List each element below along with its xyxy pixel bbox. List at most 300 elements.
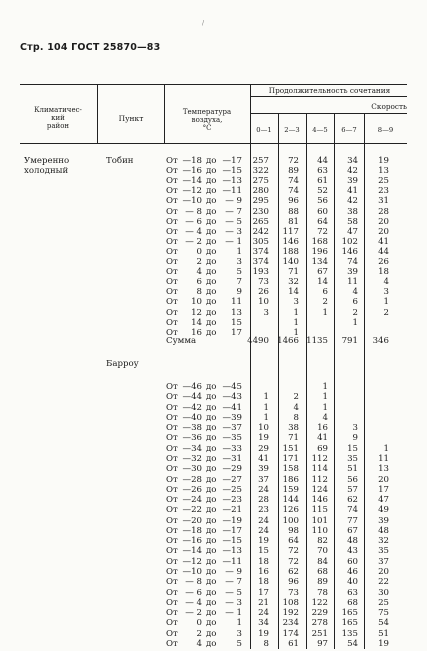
temperature-from: — 2: [185, 608, 202, 619]
header-speed: Скорость: [371, 102, 407, 111]
table-cell: 81: [288, 216, 299, 227]
temperature-to: —11: [222, 186, 242, 197]
table-cell: 4: [293, 402, 299, 413]
table-cell: 57: [347, 484, 358, 495]
page-header: Стр. 104 ГОСТ 25870—83: [20, 42, 161, 53]
temperature-from-word: От: [166, 307, 178, 318]
table-cell: 38: [288, 423, 299, 434]
temperature-to: 9: [236, 287, 242, 298]
table-cell: 115: [311, 505, 328, 516]
table-cell: 63: [317, 166, 328, 177]
table-cell: 4: [352, 287, 358, 298]
temperature-from-word: От: [166, 618, 178, 629]
temperature-to-word: до: [206, 297, 217, 308]
table-cell: 23: [258, 505, 269, 516]
table-cell: 101: [311, 515, 328, 526]
temperature-to: — 7: [225, 206, 242, 217]
table-cell: 10: [258, 423, 269, 434]
table-cell: 96: [288, 196, 299, 207]
table-cell: 49: [378, 505, 389, 516]
temperature-to: — 1: [225, 236, 242, 247]
temperature-to-word: до: [206, 392, 217, 403]
temperature-from-word: От: [166, 297, 178, 308]
table-cell: 1: [263, 392, 269, 403]
table-cell: 188: [282, 246, 299, 257]
table-cell: 229: [311, 608, 328, 619]
temperature-to-word: до: [206, 423, 217, 434]
table-cell: 14: [288, 287, 299, 298]
temperature-from-word: От: [166, 412, 178, 423]
table-cell: 61: [288, 639, 299, 649]
table-cell: 230: [252, 206, 269, 217]
sum-cell: 1466: [277, 336, 299, 346]
table-cell: 305: [252, 236, 269, 247]
temperature-to: —21: [222, 505, 242, 516]
temperature-from: —26: [182, 484, 202, 495]
temperature-from-word: От: [166, 246, 178, 257]
table-cell: 39: [258, 464, 269, 475]
temperature-to-word: до: [206, 307, 217, 318]
temperature-to: —27: [222, 474, 242, 485]
table-cell: 6: [352, 297, 358, 308]
table-cell: 64: [317, 216, 328, 227]
table-cell: 35: [347, 453, 358, 464]
temperature-to: —33: [222, 443, 242, 454]
temperature-to: — 7: [225, 577, 242, 588]
sum-cell: 791: [341, 336, 358, 346]
table-cell: 257: [252, 156, 269, 166]
table-cell: 14: [317, 277, 328, 288]
table-cell: 72: [288, 156, 299, 166]
duration-rule: [250, 96, 407, 97]
table-cell: 37: [378, 556, 389, 567]
temperature-from-word: От: [166, 186, 178, 197]
temperature-from-word: От: [166, 277, 178, 288]
table-cell: 74: [288, 176, 299, 187]
table-cell: 37: [258, 474, 269, 485]
table-cell: 34: [258, 618, 269, 629]
temperature-from-word: От: [166, 402, 178, 413]
table-cell: 193: [252, 267, 269, 278]
table-cell: 89: [317, 577, 328, 588]
temperature-to-word: до: [206, 515, 217, 526]
table-cell: 144: [282, 495, 299, 506]
temperature-to-word: до: [206, 577, 217, 588]
temperature-from-word: От: [166, 257, 178, 267]
table-cell: 30: [378, 587, 389, 598]
temperature-to-word: до: [206, 156, 217, 166]
table-cell: 9: [352, 433, 358, 444]
table-cell: 1: [322, 402, 328, 413]
header-climate-region: Климатичес- кий район: [34, 106, 82, 131]
table-cell: 72: [288, 556, 299, 567]
station-name: Тобин: [106, 156, 134, 166]
table-cell: 19: [258, 433, 269, 444]
table-cell: 1: [293, 327, 299, 338]
table-cell: 3: [293, 297, 299, 308]
table-cell: 165: [341, 618, 358, 629]
table-cell: 72: [317, 226, 328, 237]
table-cell: 4: [383, 277, 389, 288]
sum-cell: 4490: [247, 336, 269, 346]
temperature-to: 3: [236, 628, 242, 639]
table-cell: 17: [378, 484, 389, 495]
temperature-from-word: От: [166, 236, 178, 247]
table-cell: 8: [293, 412, 299, 423]
table-cell: 43: [347, 546, 358, 557]
table-cell: 122: [311, 597, 328, 608]
temperature-from: 0: [196, 618, 202, 629]
temperature-to: — 3: [225, 226, 242, 237]
table-cell: 108: [282, 597, 299, 608]
table-cell: 13: [378, 166, 389, 177]
table-cell: 374: [252, 246, 269, 257]
temperature-to: 17: [231, 327, 242, 338]
temperature-from-word: От: [166, 464, 178, 475]
temperature-from-word: От: [166, 453, 178, 464]
temperature-to: — 9: [225, 196, 242, 207]
table-cell: 124: [311, 484, 328, 495]
temperature-from: 2: [196, 628, 202, 639]
temperature-from-word: От: [166, 608, 178, 619]
temperature-from: —44: [182, 392, 202, 403]
temperature-to: —15: [222, 166, 242, 177]
temperature-to-word: до: [206, 608, 217, 619]
table-cell: 280: [252, 186, 269, 197]
table-cell: 71: [288, 433, 299, 444]
table-cell: 265: [252, 216, 269, 227]
temperature-from-word: От: [166, 495, 178, 506]
temperature-to-word: до: [206, 618, 217, 629]
temperature-to-word: до: [206, 236, 217, 247]
temperature-from: 6: [196, 277, 202, 288]
temperature-from: —18: [182, 525, 202, 536]
temperature-from-word: От: [166, 628, 178, 639]
temperature-to-word: до: [206, 546, 217, 557]
temperature-from: —10: [182, 196, 202, 207]
table-cell: 28: [378, 206, 389, 217]
header-speed-range: 8—9: [377, 126, 394, 134]
temperature-to: —31: [222, 453, 242, 464]
temperature-to: —17: [222, 156, 242, 166]
climate-region: Умеренно холодный: [24, 156, 70, 176]
table-cell: 46: [347, 567, 358, 578]
temperature-from-word: От: [166, 317, 178, 328]
temperature-to-word: до: [206, 495, 217, 506]
temperature-to-word: до: [206, 246, 217, 257]
table-cell: 112: [311, 474, 328, 485]
temperature-from: —46: [182, 382, 202, 392]
table-cell: 100: [282, 515, 299, 526]
temperature-to: — 5: [225, 587, 242, 598]
temperature-to-word: до: [206, 402, 217, 413]
temperature-to-word: до: [206, 226, 217, 237]
temperature-from: — 8: [185, 577, 202, 588]
temperature-to: 7: [236, 277, 242, 288]
temperature-to-word: до: [206, 412, 217, 423]
table-cell: 38: [347, 206, 358, 217]
table-cell: 74: [347, 505, 358, 516]
temperature-from: —20: [182, 515, 202, 526]
table-cell: 114: [311, 464, 328, 475]
header-point: Пункт: [118, 114, 144, 123]
temperature-from: 0: [196, 246, 202, 257]
temperature-from-word: От: [166, 567, 178, 578]
temperature-from-word: От: [166, 597, 178, 608]
temperature-to: —41: [222, 402, 242, 413]
table-cell: 68: [317, 567, 328, 578]
table-cell: 192: [282, 608, 299, 619]
table-cell: 42: [347, 166, 358, 177]
table-cell: 71: [288, 267, 299, 278]
temperature-to-word: до: [206, 464, 217, 475]
temperature-to: — 5: [225, 216, 242, 227]
temperature-to: —35: [222, 433, 242, 444]
temperature-to-word: до: [206, 628, 217, 639]
temperature-to-word: до: [206, 327, 217, 338]
temperature-to-word: до: [206, 556, 217, 567]
temperature-to: —17: [222, 525, 242, 536]
table-cell: 196: [311, 246, 328, 257]
temperature-to-word: до: [206, 597, 217, 608]
table-cell: 2: [293, 392, 299, 403]
temperature-to-word: до: [206, 505, 217, 516]
table-cell: 22: [378, 577, 389, 588]
temperature-to: 1: [236, 246, 242, 257]
table-cell: 20: [378, 226, 389, 237]
table-cell: 15: [347, 443, 358, 454]
table-cell: 41: [347, 186, 358, 197]
table-cell: 26: [378, 257, 389, 267]
table-cell: 82: [317, 536, 328, 547]
table-cell: 44: [378, 246, 389, 257]
table-cell: 54: [378, 618, 389, 629]
table-cell: 64: [288, 536, 299, 547]
temperature-from-word: От: [166, 226, 178, 237]
temperature-from: —42: [182, 402, 202, 413]
table-cell: 34: [347, 156, 358, 166]
table-cell: 10: [258, 297, 269, 308]
table-cell: 74: [288, 186, 299, 197]
temperature-to-word: до: [206, 474, 217, 485]
table-cell: 3: [263, 307, 269, 318]
temperature-to-word: до: [206, 166, 217, 177]
header-duration: Продолжительность сочетания: [268, 86, 391, 95]
table-cell: 21: [258, 597, 269, 608]
table-cell: 28: [258, 495, 269, 506]
temperature-from: —16: [182, 166, 202, 177]
temperature-to-word: до: [206, 317, 217, 328]
table-cell: 73: [258, 277, 269, 288]
table-cell: 70: [317, 546, 328, 557]
header-speed-range: 2—3: [284, 126, 300, 134]
table-cell: 47: [347, 226, 358, 237]
table-cell: 48: [347, 536, 358, 547]
temperature-from-word: От: [166, 484, 178, 495]
temperature-to-word: до: [206, 382, 217, 392]
table-header-rule: [20, 143, 407, 144]
table-cell: 146: [311, 495, 328, 506]
header-speed-range: 6—7: [341, 126, 357, 134]
table-cell: 67: [347, 525, 358, 536]
table-cell: 39: [378, 515, 389, 526]
temperature-to: — 1: [225, 608, 242, 619]
temperature-to: —11: [222, 556, 242, 567]
temperature-from-word: От: [166, 639, 178, 649]
table-cell: 73: [288, 587, 299, 598]
temperature-to: —39: [222, 412, 242, 423]
table-cell: 18: [378, 267, 389, 278]
scan-mark: /: [202, 20, 205, 27]
table-cell: 78: [317, 587, 328, 598]
temperature-to: — 3: [225, 597, 242, 608]
table-cell: 1: [322, 307, 328, 318]
table-cell: 20: [378, 567, 389, 578]
table-cell: 20: [378, 474, 389, 485]
table-cell: 56: [347, 474, 358, 485]
temperature-from: —14: [182, 176, 202, 187]
table-cell: 1: [383, 297, 389, 308]
table-cell: 2: [383, 307, 389, 318]
temperature-from-word: От: [166, 433, 178, 444]
table-cell: 171: [282, 453, 299, 464]
temperature-from: 2: [196, 257, 202, 267]
table-cell: 8: [263, 639, 269, 649]
temperature-from: —12: [182, 186, 202, 197]
table-cell: 140: [282, 257, 299, 267]
temperature-from-word: От: [166, 525, 178, 536]
sum-cell: 346: [372, 336, 389, 346]
temperature-from-word: От: [166, 287, 178, 298]
header-speed-range: 4—5: [312, 126, 328, 134]
table-cell: 84: [317, 556, 328, 567]
table-cell: 18: [258, 556, 269, 567]
temperature-from: 12: [191, 307, 202, 318]
table-cell: 51: [347, 464, 358, 475]
temperature-from: —38: [182, 423, 202, 434]
temperature-from: 4: [196, 639, 202, 649]
table-cell: 24: [258, 484, 269, 495]
table-cell: 1: [263, 412, 269, 423]
table-cell: 42: [347, 196, 358, 207]
temperature-to-word: до: [206, 206, 217, 217]
table-cell: 2: [352, 307, 358, 318]
table-cell: 40: [347, 577, 358, 588]
table-cell: 54: [347, 639, 358, 649]
temperature-from-word: От: [166, 587, 178, 598]
table-cell: 242: [252, 226, 269, 237]
table-cell: 19: [378, 156, 389, 166]
temperature-from-word: От: [166, 196, 178, 207]
temperature-to: 11: [231, 297, 242, 308]
temperature-from: —14: [182, 546, 202, 557]
table-cell: 1: [263, 402, 269, 413]
table-cell: 159: [282, 484, 299, 495]
temperature-to: —13: [222, 176, 242, 187]
table-cell: 24: [258, 608, 269, 619]
temperature-from: —16: [182, 536, 202, 547]
table-cell: 3: [383, 287, 389, 298]
table-cell: 275: [252, 176, 269, 187]
station-name: Барроу: [106, 359, 139, 369]
table-cell: 234: [282, 618, 299, 629]
temperature-to-word: до: [206, 277, 217, 288]
temperature-to-word: до: [206, 433, 217, 444]
temperature-to-word: до: [206, 267, 217, 278]
temperature-to-word: до: [206, 587, 217, 598]
table-cell: 75: [378, 608, 389, 619]
temperature-to-word: до: [206, 639, 217, 649]
temperature-from-word: От: [166, 443, 178, 454]
temperature-to-word: до: [206, 287, 217, 298]
table-cell: 11: [347, 277, 358, 288]
temperature-to: —29: [222, 464, 242, 475]
table-cell: 58: [347, 216, 358, 227]
temperature-to: 13: [231, 307, 242, 318]
temperature-to: 3: [236, 257, 242, 267]
table-cell: 72: [288, 546, 299, 557]
table-cell: 31: [378, 196, 389, 207]
temperature-to: —43: [222, 392, 242, 403]
table-cell: 15: [258, 546, 269, 557]
temperature-from: —24: [182, 495, 202, 506]
table-cell: 25: [378, 176, 389, 187]
temperature-from: — 4: [185, 226, 202, 237]
table-cell: 23: [378, 186, 389, 197]
temperature-from-word: От: [166, 156, 178, 166]
table-cell: 88: [288, 206, 299, 217]
temperature-to-word: до: [206, 257, 217, 267]
table-cell: 1: [352, 317, 358, 328]
sum-label: Сумма: [166, 336, 197, 346]
table-cell: 26: [258, 287, 269, 298]
temperature-to: 5: [236, 639, 242, 649]
temperature-from-word: От: [166, 382, 178, 392]
table-cell: 19: [258, 536, 269, 547]
table-cell: 102: [341, 236, 358, 247]
table-cell: 1: [293, 307, 299, 318]
table-cell: 158: [282, 464, 299, 475]
temperature-from-word: От: [166, 327, 178, 338]
header-air-temperature: Температура воздуха, °С: [182, 108, 232, 133]
table-cell: 32: [378, 536, 389, 547]
table-cell: 117: [282, 226, 299, 237]
temperature-from-word: От: [166, 505, 178, 516]
temperature-to-word: до: [206, 484, 217, 495]
table-cell: 18: [258, 577, 269, 588]
table-cell: 2: [322, 297, 328, 308]
temperature-from: 16: [191, 327, 202, 338]
temperature-to-word: до: [206, 443, 217, 454]
table-cell: 35: [378, 546, 389, 557]
table-cell: 135: [341, 628, 358, 639]
table-cell: 20: [378, 216, 389, 227]
table-cell: 13: [378, 464, 389, 475]
table-cell: 29: [258, 443, 269, 454]
temperature-from-word: От: [166, 267, 178, 278]
sum-cell: 1135: [306, 336, 328, 346]
table-cell: 61: [317, 176, 328, 187]
table-cell: 251: [311, 628, 328, 639]
temperature-from-word: От: [166, 536, 178, 547]
table-cell: 186: [282, 474, 299, 485]
table-cell: 1: [383, 443, 389, 454]
table-cell: 19: [258, 628, 269, 639]
table-cell: 39: [347, 176, 358, 187]
temperature-to: 15: [231, 317, 242, 328]
table-cell: 60: [317, 206, 328, 217]
temperature-from: — 2: [185, 236, 202, 247]
